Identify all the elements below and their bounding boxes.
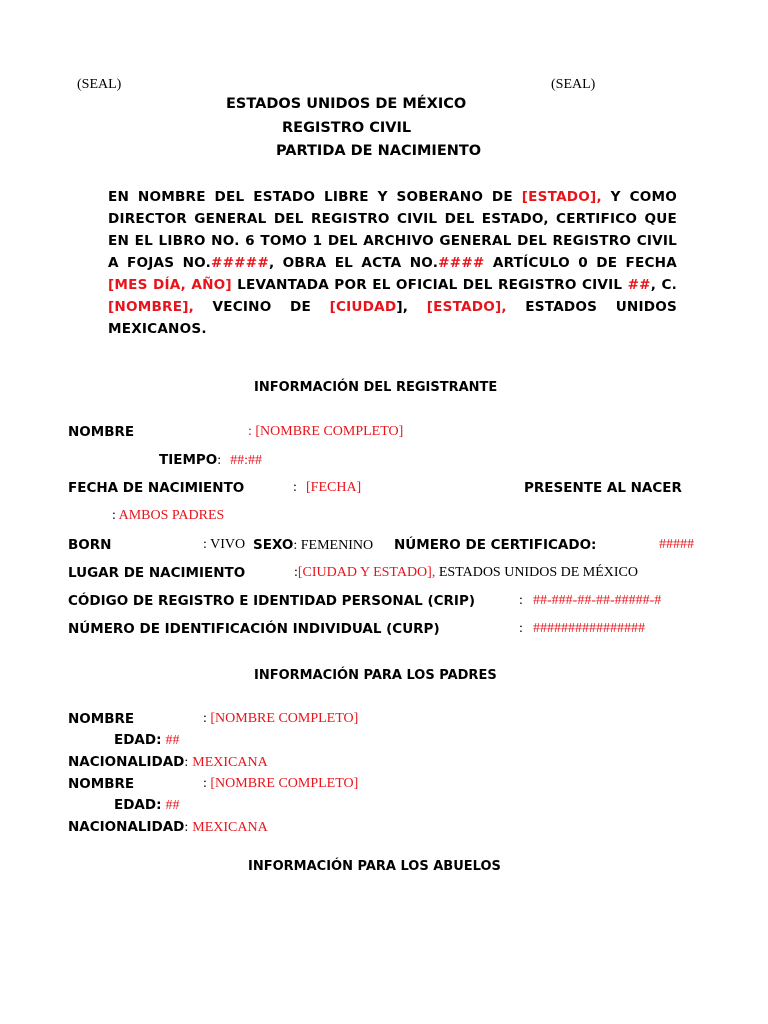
- registrant-time-value: ##:##: [230, 453, 263, 468]
- parent-1-name-colon: :: [203, 711, 207, 726]
- birthplace-label: LUGAR DE NACIMIENTO: [68, 565, 246, 581]
- header-document-title: PARTIDA DE NACIMIENTO: [276, 143, 482, 159]
- sex-value: : FEMENINO: [293, 538, 374, 553]
- placeholder-estado: [ESTADO],: [521, 189, 602, 205]
- birthplace-row: [294, 564, 638, 582]
- paragraph-text: ],: [396, 299, 427, 315]
- certificate-number-label: NÚMERO DE CERTIFICADO:: [394, 537, 597, 553]
- section-title-registrant: INFORMACIÓN DEL REGISTRANTE: [254, 380, 498, 395]
- certificate-number-value: #####: [659, 537, 694, 552]
- section-title-parents: INFORMACIÓN PARA LOS PADRES: [254, 668, 497, 683]
- parent-1-name-value: [NOMBRE COMPLETO]: [210, 711, 359, 726]
- parent-2-name-colon: :: [203, 776, 207, 791]
- certification-paragraph: [108, 186, 677, 340]
- parent-1-name-row: [203, 710, 358, 728]
- placeholder-ciudad: [CIUDAD: [329, 299, 397, 315]
- present-at-birth-label: PRESENTE AL NACER: [524, 480, 682, 496]
- sex-row: [253, 536, 373, 555]
- parent-2-age-row: [114, 796, 179, 815]
- birth-date-value: [FECHA]: [306, 480, 362, 495]
- parent-2-name-row: [203, 775, 358, 793]
- birth-date-label: FECHA DE NACIMIENTO: [68, 480, 245, 496]
- curp-colon: :: [519, 621, 523, 636]
- placeholder-estado-2: [ESTADO],: [426, 299, 507, 315]
- parent-2-age-value: ##: [165, 798, 180, 813]
- paragraph-text: , C.: [650, 277, 677, 293]
- parent-1-name-label: NOMBRE: [68, 711, 135, 727]
- registrant-time-label: TIEMPO: [159, 452, 218, 468]
- seal-right: (SEAL): [551, 77, 596, 92]
- header-country: ESTADOS UNIDOS DE MÉXICO: [226, 96, 467, 112]
- placeholder-oficial: ##: [627, 277, 651, 293]
- registrant-time-row: [159, 451, 262, 470]
- crip-colon: :: [519, 593, 523, 608]
- curp-label: NÚMERO DE IDENTIFICACIÓN INDIVIDUAL (CURP): [68, 621, 440, 637]
- paragraph-text: VECINO DE: [193, 299, 330, 315]
- seal-left: (SEAL): [77, 77, 122, 92]
- parent-1-age-row: [114, 731, 179, 750]
- born-value: : VIVO: [203, 537, 246, 552]
- paragraph-text: ESTADOS UNIDOS MEXICANOS.: [108, 299, 678, 337]
- section-title-grandparents: INFORMACIÓN PARA LOS ABUELOS: [248, 859, 501, 874]
- placeholder-nombre: [NOMBRE],: [108, 299, 194, 315]
- parent-1-age-value: ##: [165, 733, 180, 748]
- parent-2-name-value: [NOMBRE COMPLETO]: [210, 776, 359, 791]
- birth-date-colon: :: [293, 480, 297, 495]
- birthplace-value-placeholder: [CIUDAD Y ESTADO],: [297, 565, 436, 580]
- paragraph-text: ARTÍCULO 0 DE FECHA: [484, 255, 677, 271]
- parent-2-nationality-row: [68, 818, 268, 837]
- birthplace-colon: :: [294, 565, 298, 580]
- sex-label: SEXO: [253, 537, 294, 553]
- registrant-name-value: : [NOMBRE COMPLETO]: [248, 424, 404, 439]
- born-label: BORN: [68, 537, 112, 553]
- paragraph-text: , OBRA EL ACTA NO.: [268, 255, 439, 271]
- present-at-birth-row: [112, 507, 224, 525]
- parent-2-nationality-value: MEXICANA: [192, 820, 268, 835]
- parent-1-nationality-row: [68, 753, 268, 772]
- parent-1-nationality-value: MEXICANA: [192, 755, 268, 770]
- parent-2-age-label: EDAD:: [114, 797, 162, 813]
- crip-label: CÓDIGO DE REGISTRO E IDENTIDAD PERSONAL (CRIP): [68, 593, 476, 609]
- present-at-birth-colon: :: [112, 508, 116, 523]
- paragraph-text: EN NOMBRE DEL ESTADO LIBRE Y SOBERANO DE: [108, 189, 522, 205]
- registrant-time-colon: :: [217, 453, 222, 468]
- crip-value: ##-###-##-##-#####-#: [533, 593, 662, 608]
- present-at-birth-value: AMBOS PADRES: [118, 508, 225, 523]
- parent-2-nationality-label: NACIONALIDAD: [68, 819, 185, 835]
- placeholder-acta: ####: [438, 255, 485, 271]
- paragraph-text: Y COMO DIRECTOR GENERAL DEL REGISTRO CIVIL DEL ESTADO, CERTIFICO QUE EN EL LIBRO NO. 6 TOMO 1 DEL ARCHIVO GENERAL DEL REGISTRO CIVIL A FOJAS NO.: [108, 189, 677, 271]
- placeholder-fojas: #####: [211, 255, 269, 271]
- parent-1-nationality-label: NACIONALIDAD: [68, 754, 185, 770]
- registrant-name-label: NOMBRE: [68, 424, 135, 440]
- birthplace-value-country: ESTADOS UNIDOS DE MÉXICO: [435, 565, 638, 580]
- parent-1-age-label: EDAD:: [114, 732, 162, 748]
- parent-2-nationality-colon: :: [184, 820, 189, 835]
- parent-2-name-label: NOMBRE: [68, 776, 135, 792]
- placeholder-fecha: [MES DÍA, AÑO]: [108, 277, 232, 293]
- header-registry: REGISTRO CIVIL: [282, 120, 412, 136]
- parent-1-nationality-colon: :: [184, 755, 189, 770]
- paragraph-text: LEVANTADA POR EL OFICIAL DEL REGISTRO CIVIL: [231, 277, 628, 293]
- curp-value: ################: [533, 621, 645, 636]
